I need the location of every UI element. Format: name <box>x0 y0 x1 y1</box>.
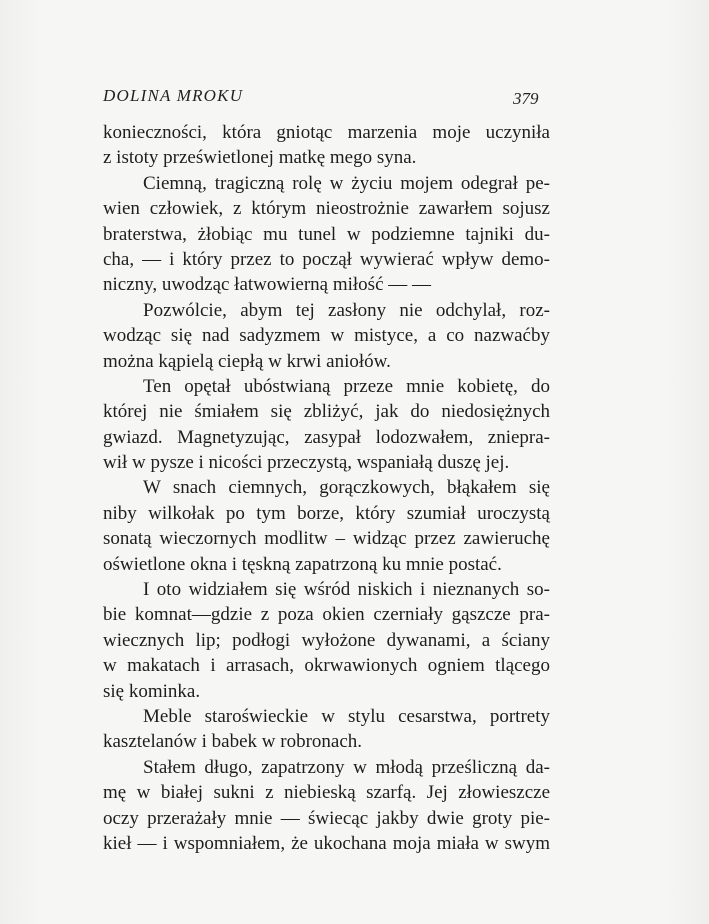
text-line: konieczności, która gniotąc marzenia moje uczyniła <box>103 122 550 143</box>
text-line: oczy przerażały mnie — świecąc jakby dwie groty pie- <box>103 807 550 829</box>
text-line: się kominka. <box>103 680 201 702</box>
body-text <box>103 120 550 856</box>
text-line: wił w pysze i nicości przeczystą, wspaniałą duszę jej. <box>103 452 510 474</box>
text-line: gwiazd. Magnetyzując, zasypał lodozwałem, zniepra- <box>103 426 550 448</box>
text-line: Ten opętał ubóstwianą przeze mnie kobietę, do <box>143 375 550 397</box>
page-number: 379 <box>513 89 539 108</box>
text-line: Ciemną, tragiczną rolę w życiu mojem odegrał pe- <box>143 172 550 194</box>
paragraph <box>103 704 550 755</box>
paragraph <box>103 120 550 171</box>
text-line: wiecznych lip; podłogi wyłożone dywanami, a ściany <box>103 629 550 651</box>
text-line: niczny, uwodząc łatwowierną miłość — — <box>103 274 432 296</box>
paragraph <box>103 171 550 298</box>
text-line: bie komnat—gdzie z poza okien czerniały gąszcze pra- <box>103 604 550 626</box>
text-line: można kąpielą ciepłą w krwi aniołów. <box>103 350 391 372</box>
paragraph <box>103 577 550 704</box>
paragraph <box>103 755 550 857</box>
text-line: oświetlone okna i tęskną zapatrzoną ku mnie postać. <box>103 553 502 575</box>
paragraph <box>103 374 550 476</box>
running-head: DOLINA MROKU <box>103 86 244 105</box>
text-line: I oto widziałem się wśród niskich i nieznanych so- <box>143 579 550 601</box>
paragraph <box>103 298 550 374</box>
text-line: braterstwa, żłobiąc mu tunel w podziemne tajniki du- <box>103 223 550 245</box>
text-line: z istoty prześwietlonej matkę mego syna. <box>103 147 417 169</box>
text-line: W snach ciemnych, gorączkowych, błąkałem się <box>143 477 550 499</box>
text-line: niby wilkołak po tym borze, który szumiał uroczystą <box>103 502 550 524</box>
text-line: cha, — i który przez to począł wywierać wpływ demo- <box>103 248 550 270</box>
text-line: kieł — i wspomniałem, że ukochana moja miała w swym <box>103 832 550 854</box>
text-line: wien człowiek, z którym nieostrożnie zawarłem sojusz <box>103 198 550 220</box>
paragraph <box>103 475 550 577</box>
text-line: której nie śmiałem się zbliżyć, jak do niedosiężnych <box>103 401 550 423</box>
text-line: Pozwólcie, abym tej zasłony nie odchylał, roz- <box>143 299 550 321</box>
text-line: w makatach i arrasach, okrwawionych ogniem tlącego <box>103 655 550 677</box>
text-line: mę w białej sukni z niebieską szarfą. Jej złowieszcze <box>103 782 550 804</box>
text-line: wodząc się nad sadyzmem w mistyce, a co nazwaćby <box>103 325 550 347</box>
text-line: sonatą wieczornych modlitw – widząc przez zawieruchę <box>103 528 550 550</box>
text-line: kasztelanów i babek w robronach. <box>103 731 363 753</box>
text-line: Stałem długo, zapatrzony w młodą prześliczną da- <box>143 756 550 778</box>
text-line: Meble staroświeckie w stylu cesarstwa, portrety <box>143 705 550 727</box>
